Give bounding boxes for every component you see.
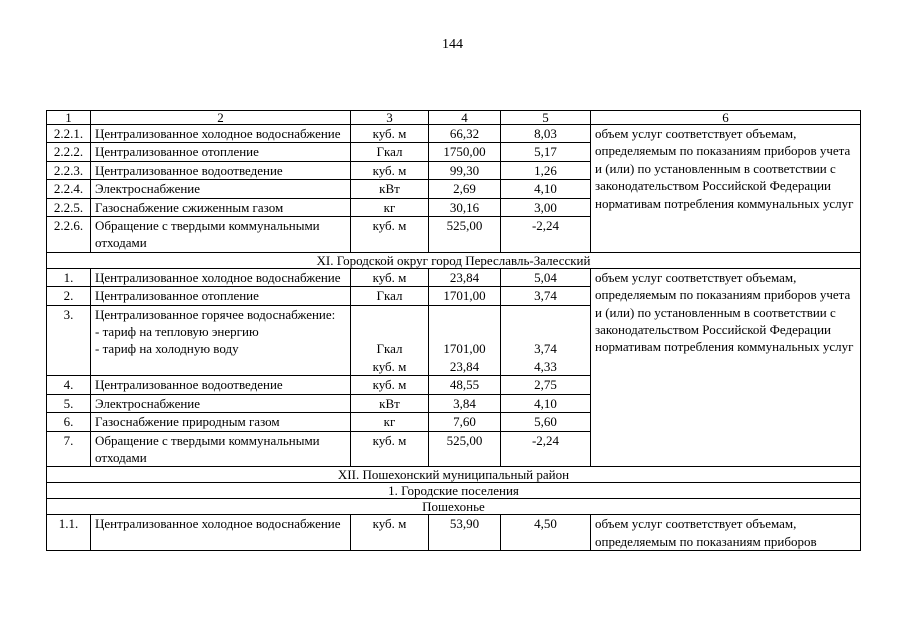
note-cell: объем услуг соответствует объемам, определяемым по показаниям приборов учета и (или) по установленным в соответствии с законодательством Российской Федерации нормативам потребления коммунальных услуг [591,125,861,253]
settlement-heading: Пошехонье [47,499,861,515]
value-cell: 48,55 [429,376,501,394]
column-header: 2 [91,111,351,125]
unit-heat: Гкал [376,341,403,357]
value-cell: 4,50 [501,515,591,551]
service-name: Централизованное водоотведение [91,376,351,394]
service-name: Газоснабжение природным газом [91,413,351,431]
service-name: Централизованное отопление [91,287,351,305]
service-name: Газоснабжение сжиженным газом [91,198,351,216]
page-number: 144 [442,37,463,52]
change-water: 4,33 [534,358,557,374]
unit-cell: Гкал [351,287,429,305]
row-number: 1. [47,268,91,286]
table-row [47,268,861,286]
value-cell: 1750,00 [429,143,501,161]
unit-cell: кВт [351,180,429,198]
unit-cell: куб. м [351,268,429,286]
note-cell: объем услуг соответствует объемам, определяемым по показаниям приборов учета и (или) по установленным в соответствии с законодательством Российской Федерации нормативам потребления коммунальных услуг [591,268,861,466]
section-row [47,483,861,499]
value-cell: 1701,00 [429,287,501,305]
value-cell: 53,90 [429,515,501,551]
value-cell: 5,60 [501,413,591,431]
unit-cell: кг [351,413,429,431]
unit-cell: куб. м [351,217,429,253]
section-row [47,499,861,515]
value-cell: 66,32 [429,125,501,143]
column-header: 5 [501,111,591,125]
section-heading: XII. Пошехонский муниципальный район [47,467,861,483]
service-name: Обращение с твердыми коммунальными отходами [91,431,351,467]
service-name: Централизованное холодное водоснабжение [91,125,351,143]
value-cell: 3,00 [501,198,591,216]
row-number: 2.2.6. [47,217,91,253]
service-name: Обращение с твердыми коммунальными отходами [91,217,351,253]
value-cell: 2,75 [501,376,591,394]
value-cell: 99,30 [429,161,501,179]
tariff-table [46,110,861,551]
service-sub-water: - тариф на холодную воду [95,341,239,357]
unit-cell: кВт [351,394,429,412]
service-name: Централизованное холодное водоснабжение [91,268,351,286]
unit-cell: куб. м [351,376,429,394]
value-cell: 1,26 [501,161,591,179]
value-cell [501,305,591,376]
value-cell: 8,03 [501,125,591,143]
row-number: 2.2.1. [47,125,91,143]
value-cell: 7,60 [429,413,501,431]
value-cell: 4,10 [501,180,591,198]
table-row [47,125,861,143]
row-number: 7. [47,431,91,467]
row-number: 2.2.4. [47,180,91,198]
service-name: Электроснабжение [91,394,351,412]
service-name: Электроснабжение [91,180,351,198]
unit-cell: кг [351,198,429,216]
column-header: 1 [47,111,91,125]
column-header: 4 [429,111,501,125]
section-row [47,252,861,268]
unit-cell: куб. м [351,125,429,143]
value-cell [429,305,501,376]
row-number: 2.2.3. [47,161,91,179]
note-cell: объем услуг соответствует объемам, определяемым по показаниям приборов [591,515,861,551]
unit-cell: куб. м [351,161,429,179]
section-row [47,467,861,483]
row-number: 2. [47,287,91,305]
value-cell: 5,17 [501,143,591,161]
value-heat: 1701,00 [443,341,486,357]
row-number: 2.2.5. [47,198,91,216]
unit-cell: куб. м [351,515,429,551]
value-cell: 5,04 [501,268,591,286]
subsection-heading: 1. Городские поселения [47,483,861,499]
column-header: 3 [351,111,429,125]
service-name: Централизованное холодное водоснабжение [91,515,351,551]
section-heading: XI. Городской округ город Переславль-Залесский [47,252,861,268]
value-cell: -2,24 [501,217,591,253]
value-cell: 525,00 [429,217,501,253]
service-name: Централизованное отопление [91,143,351,161]
value-cell: 30,16 [429,198,501,216]
value-cell: 23,84 [429,268,501,286]
row-number: 1.1. [47,515,91,551]
unit-cell: Гкал [351,143,429,161]
service-sub-heat: - тариф на тепловую энергию [95,324,259,340]
row-number: 6. [47,413,91,431]
value-cell: 2,69 [429,180,501,198]
value-cell: 525,00 [429,431,501,467]
table-row [47,515,861,551]
service-name-main: Централизованное горячее водоснабжение: [95,306,336,322]
row-number: 5. [47,394,91,412]
unit-water: куб. м [372,358,407,374]
value-cell: -2,24 [501,431,591,467]
value-cell: 3,74 [501,287,591,305]
value-cell: 4,10 [501,394,591,412]
value-cell: 3,84 [429,394,501,412]
row-number: 2.2.2. [47,143,91,161]
service-name [91,305,351,376]
value-water: 23,84 [449,358,480,374]
service-name: Централизованное водоотведение [91,161,351,179]
row-number: 3. [47,305,91,376]
unit-cell [351,305,429,376]
unit-cell: куб. м [351,431,429,467]
table-header-row [47,111,861,125]
change-heat: 3,74 [534,341,557,357]
column-header: 6 [591,111,861,125]
row-number: 4. [47,376,91,394]
